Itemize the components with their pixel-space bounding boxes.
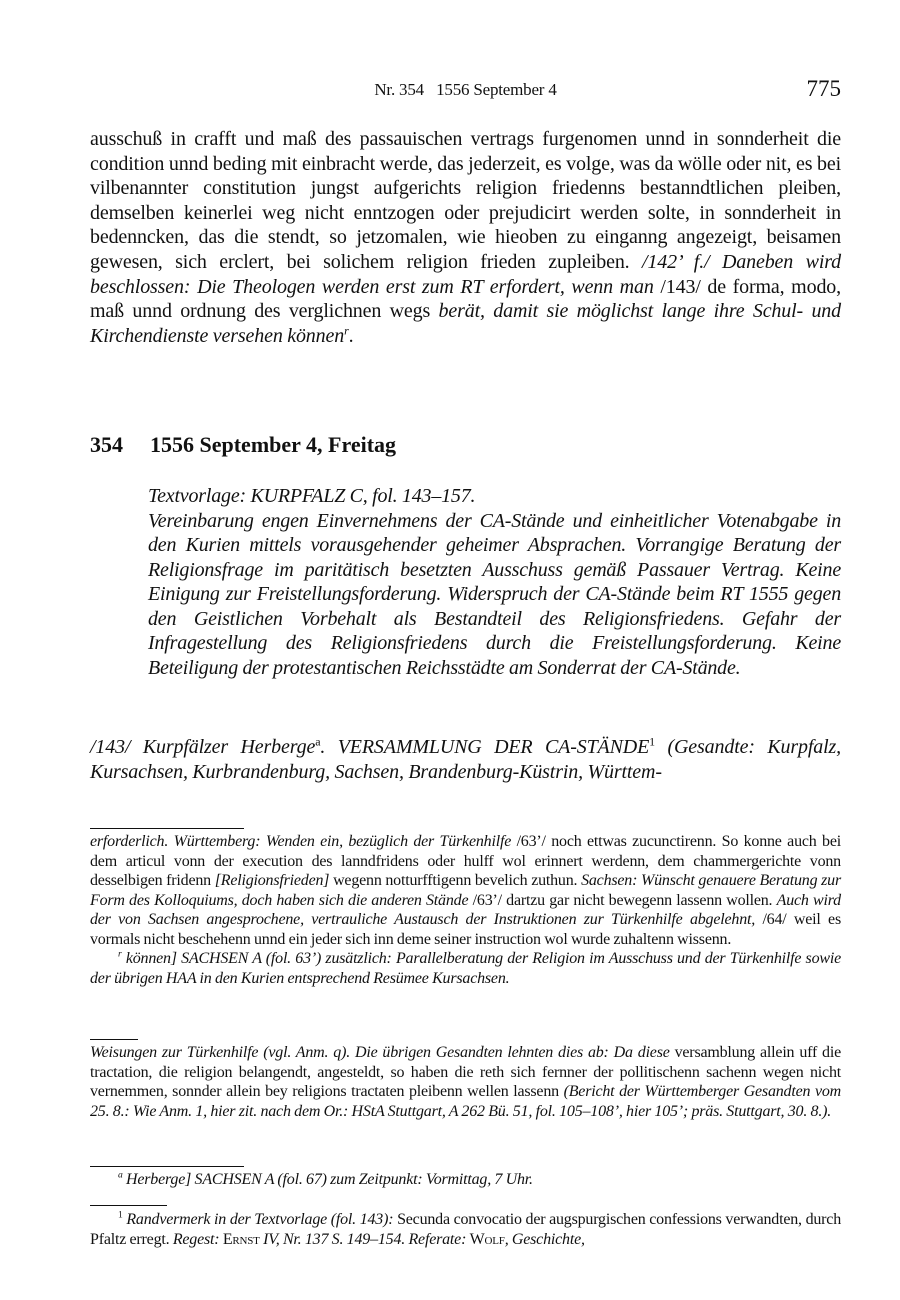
page-number: 775: [806, 76, 841, 101]
regest-block: [148, 484, 841, 680]
footnote-text: Weisungen zur Türkenhilfe (vgl. Anm. q). Die übrigen Gesandten lehnten dies ab: Da diese: [90, 1044, 675, 1061]
commentary-divider: [90, 1039, 138, 1040]
event-title: . VERSAMMLUNG DER CA-STÄNDE: [320, 736, 650, 758]
author-name: Wolf: [469, 1230, 505, 1248]
section-number: 354: [90, 432, 123, 457]
footnote-text: , Geschichte,: [504, 1230, 585, 1248]
footnote-r: [90, 949, 841, 988]
running-head: [90, 78, 841, 104]
footnote-r-text: können] SACHSEN A (fol. 63’) zusätzlich: Parallelberatung der Religion im Ausschuss und der Türkenhilfe sowie der übrigen HAA in den Kurien entsprechend Resümee Kursachsen.: [90, 950, 841, 987]
footnote-a: [90, 1170, 841, 1190]
document-number: Nr. 354: [374, 80, 424, 99]
footnote-text: Sachsen: Wünscht genauere Beratung zur Form des Kolloquiums, doch haben sich die anderen Stände: [90, 872, 841, 909]
footnote-marker-1[interactable]: 1: [649, 734, 656, 749]
footnote-divider: [90, 1166, 244, 1167]
commentary-divider: [90, 1205, 167, 1206]
footnote-a-text: Herberge] SACHSEN A (fol. 67) zum Zeitpunkt: Vormittag, 7 Uhr.: [126, 1171, 533, 1188]
footnote-text: Secunda convocatio der augspurgischen confessions verwandten, durch Pfaltz erregt.: [90, 1211, 842, 1248]
section-heading: [90, 432, 396, 458]
editorial-summary: berät, damit sie möglichst lange ihre Schul- und Kirchendienste versehen können: [90, 300, 842, 347]
footnote-r-marker: r: [118, 948, 122, 960]
footnote-text: /63’/ noch ettwas zucunctirenn. So konne auch bei dem articul vonn der execution des lanndfridens oder hulff wol erinnert werdenn, dem chammergerichte vonn desselbigen fridenn: [90, 833, 841, 889]
footnote-text: /63’/ dartzu gar nicht bewegenn lassenn wollen.: [472, 891, 777, 909]
author-name: Ernst: [222, 1230, 260, 1248]
footnote-marker-r[interactable]: r: [344, 323, 349, 338]
footnote-1: [90, 1210, 841, 1249]
edited-source-text: ausschuß in crafft und maß des passauischen vertrags furgenomen unnd in sonnderheit die condition unnd beding mit einbracht werde, das jederzeit, es volge, was da wölle oder nit, es bei vilbenannter constitution jungst aufgerichts religion friedenns bestanndtlichen pleiben, demselben keinerlei weg nicht enntzogen oder prejudicirt werden solte, in sonnderheit in bedenncken, das die stendt, so jetzomalen, wie hieoben zu einganng angezeigt, beisamen gewesen, sich erclert, bei solichem religion frieden zupleiben.: [90, 128, 841, 273]
footnote-text: (Bericht der Württemberger Gesandten vom 25. 8.: Wie Anm. 1, hier zit. nach dem Or.: HStA Stuttgart, A 262 Bü. 51, fol. 105–108’, hier 105’; präs. Stuttgart, 30. 8.).: [90, 1083, 841, 1120]
section-title: 1556 September 4, Freitag: [150, 432, 397, 457]
edited-source-text: /143/ de forma, modo, maß unnd ordnung des verglichnen wegs: [90, 275, 841, 323]
footnote-text: wegenn notturfftigenn bevelich zuthun.: [329, 872, 582, 889]
footnote-1-marker: 1: [118, 1209, 123, 1221]
folio-reference: /143/: [90, 736, 143, 758]
period: .: [348, 324, 354, 347]
commentary-footnote-continuation: [90, 1043, 841, 1121]
text-source: Textvorlage: KURPFALZ C, fol. 143–157.: [148, 485, 476, 507]
footnote-text: Regest:: [172, 1230, 223, 1248]
editorial-summary: /142’ f./ Daneben wird beschlossen: Die Theologen werden erst zum RT erfordert, wenn man: [90, 250, 841, 298]
footnote-text: versamblung allein uff die tractation, die religion belangendt, angesteldt, so haben die reth sich fernner der pollitischenn sachenn wegen nicht vernemmen, sonnder allein bey religions tractaten pleibenn wellen lassenn: [90, 1044, 841, 1100]
footnote-text: Randvermerk in der Textvorlage (fol. 143):: [126, 1211, 394, 1228]
participants: (Gesandte: Kurpfalz, Kursachsen, Kurbrandenburg, Sachsen, Brandenburg-Küstrin, Württem-: [90, 736, 841, 783]
regest-summary: Vereinbarung engen Einvernehmens der CA-Stände und einheitlicher Votenabgabe in den Kurien mittels vorausgehender geheimer Absprachen. Vorrangige Beratung der Religionsfrage im paritätisch besetzten Ausschuss gemäß Passauer Vertrag. Keine Einigung zur Freistellungsforderung. Widerspruch der CA-Stände beim RT 1555 gegen den Geistlichen Vorbehalt als Bestandteil des Religionsfriedens. Gefahr der Infragestellung des Religionsfriedens durch die Freistellungsforderung. Keine Beteiligung der protestantischen Reichsstädte am Sonderrat der CA-Stände.: [148, 509, 841, 679]
running-head-title: [90, 80, 841, 100]
footnote-text: [Religionsfrieden]: [214, 872, 330, 889]
footnote-text: Auch wird der von Sachsen angesprochene, vertrauliche Austausch der Instruktionen zur Türkenhilfe abgelehnt,: [90, 891, 841, 928]
footnote-text: /64/ weil es vormals nicht beschehenn unnd ein jeder sich inn deme seiner instruction wol wurde zuhaltenn wissenn.: [90, 911, 841, 948]
variant-footnotes: [90, 832, 841, 988]
main-text-document: [90, 735, 841, 784]
meeting-place: Kurpfälzer Herberge: [142, 736, 316, 758]
footnote-divider: [90, 828, 244, 829]
footnote-text: erforderlich. Württemberg: Wenden ein, bezüglich der Türkenhilfe: [90, 833, 517, 850]
main-text-continuation: [90, 127, 841, 348]
footnote-marker-a[interactable]: a: [315, 734, 321, 749]
footnote-text: IV, Nr. 137 S. 149–154. Referate:: [259, 1230, 470, 1248]
document-date: 1556 September 4: [436, 80, 557, 99]
footnote-a-marker: a: [118, 1169, 123, 1181]
